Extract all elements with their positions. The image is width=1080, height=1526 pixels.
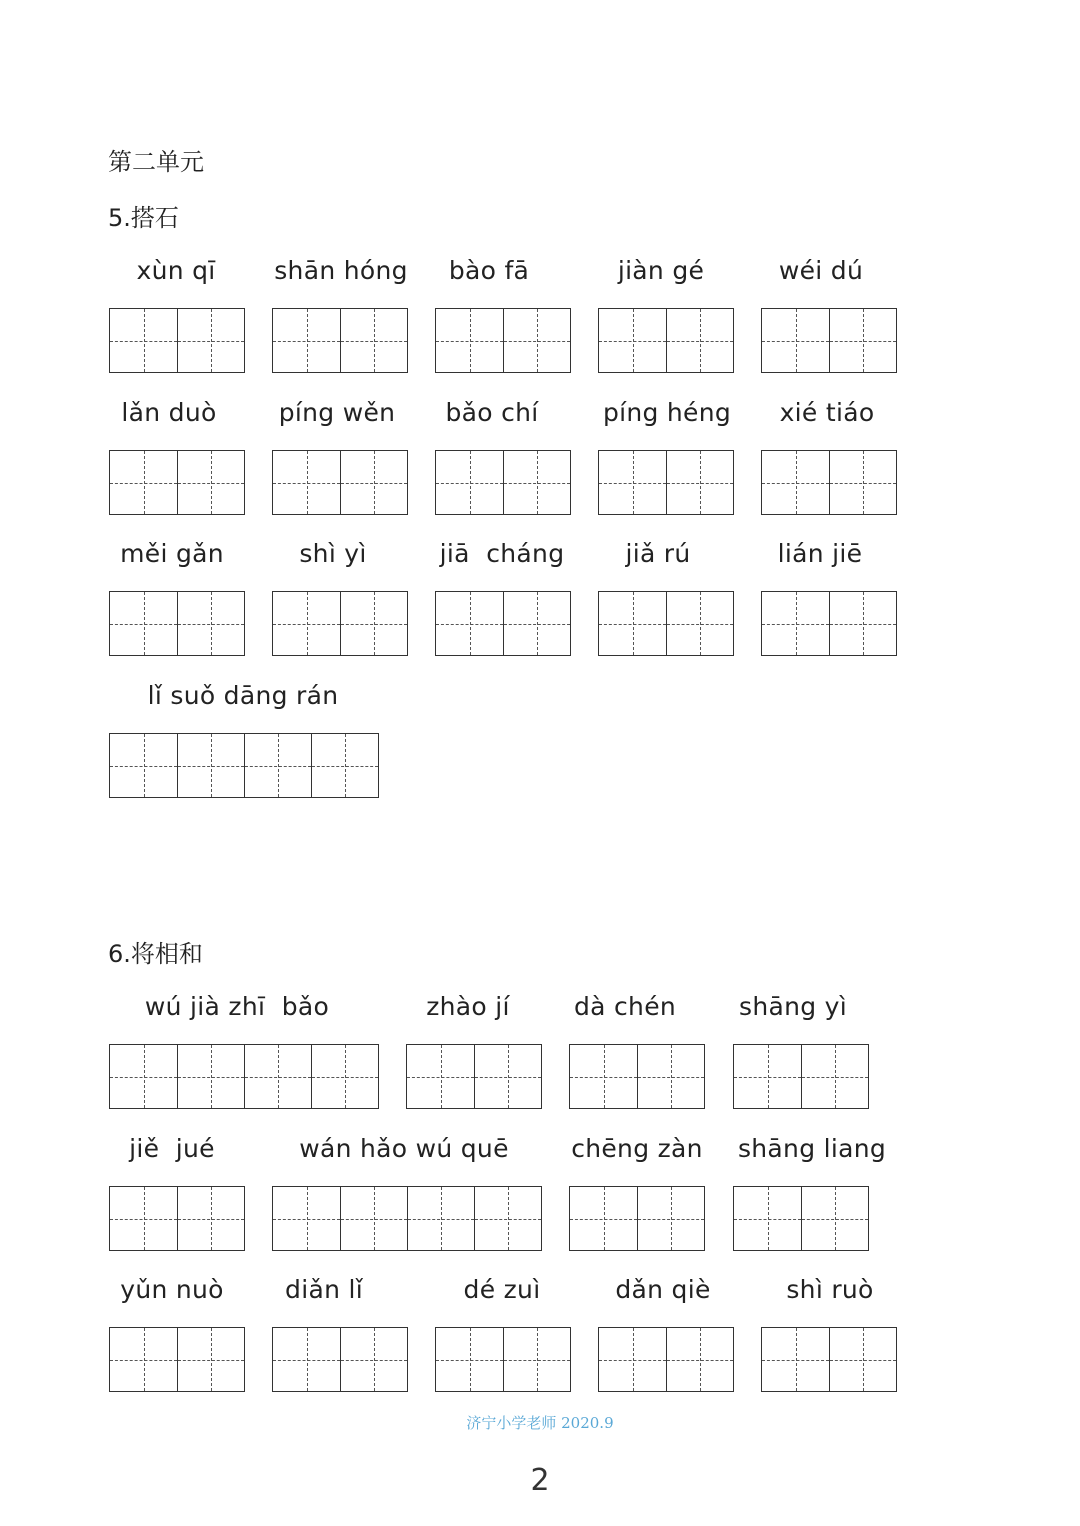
tianzige-boxes[interactable]	[598, 450, 734, 515]
tianzige-boxes[interactable]	[761, 1327, 897, 1392]
tianzige-boxes[interactable]	[272, 1186, 542, 1251]
tianzige-boxes[interactable]	[109, 1327, 245, 1392]
pinyin-label: shāng liang	[737, 1134, 887, 1163]
tianzige-boxes[interactable]	[272, 308, 408, 373]
pinyin-label: wán hǎo wú quē	[299, 1134, 509, 1163]
pinyin-label: píng héng	[602, 398, 732, 427]
pinyin-label: bǎo chí	[445, 398, 539, 427]
pinyin-label: lián jiē	[777, 539, 863, 568]
pinyin-label: wéi dú	[778, 256, 864, 285]
pinyin-label: shì yì	[299, 539, 367, 568]
tianzige-boxes[interactable]	[272, 1327, 408, 1392]
tianzige-boxes[interactable]	[569, 1186, 705, 1251]
pinyin-label: shì ruò	[786, 1275, 874, 1304]
tianzige-boxes[interactable]	[109, 591, 245, 656]
pinyin-label: bào fā	[448, 256, 530, 285]
lesson-title: 6.将相和	[108, 940, 203, 968]
pinyin-label: dé zuì	[463, 1275, 541, 1304]
tianzige-boxes[interactable]	[569, 1044, 705, 1109]
pinyin-label: xié tiáo	[779, 398, 875, 427]
unit-title: 第二单元	[108, 148, 204, 176]
pinyin-label: wú jià zhī bǎo	[144, 992, 330, 1021]
footer-note: 济宁小学老师 2020.9	[466, 1414, 614, 1432]
pinyin-label: chēng zàn	[571, 1134, 703, 1163]
tianzige-boxes[interactable]	[761, 308, 897, 373]
pinyin-label: jiǎ rú	[625, 539, 691, 568]
pinyin-label: jiàn gé	[617, 256, 705, 285]
pinyin-label: yǔn nuò	[120, 1275, 224, 1304]
tianzige-boxes[interactable]	[435, 1327, 571, 1392]
tianzige-boxes[interactable]	[109, 1044, 379, 1109]
pinyin-label: dǎn qiè	[615, 1275, 711, 1304]
pinyin-label: měi gǎn	[120, 539, 224, 568]
tianzige-boxes[interactable]	[733, 1044, 869, 1109]
pinyin-label: lǐ suǒ dāng rán	[147, 681, 339, 710]
pinyin-label: píng wěn	[278, 398, 396, 427]
tianzige-boxes[interactable]	[761, 591, 897, 656]
tianzige-boxes[interactable]	[598, 591, 734, 656]
page-number: 2	[530, 1463, 550, 1498]
tianzige-boxes[interactable]	[761, 450, 897, 515]
pinyin-label: jiā cháng	[439, 539, 565, 568]
tianzige-boxes[interactable]	[435, 450, 571, 515]
tianzige-boxes[interactable]	[272, 591, 408, 656]
pinyin-label: xùn qī	[136, 256, 216, 285]
pinyin-label: zhào jí	[426, 992, 510, 1021]
pinyin-label: jiě jué	[129, 1134, 215, 1163]
tianzige-boxes[interactable]	[272, 450, 408, 515]
lesson-title: 5.搭石	[108, 204, 179, 232]
tianzige-boxes[interactable]	[733, 1186, 869, 1251]
tianzige-boxes[interactable]	[109, 308, 245, 373]
pinyin-label: shāng yì	[739, 992, 847, 1021]
pinyin-label: diǎn lǐ	[285, 1275, 363, 1304]
tianzige-boxes[interactable]	[406, 1044, 542, 1109]
pinyin-label: dà chén	[573, 992, 677, 1021]
tianzige-boxes[interactable]	[109, 450, 245, 515]
pinyin-label: shān hóng	[274, 256, 408, 285]
tianzige-boxes[interactable]	[598, 308, 734, 373]
tianzige-boxes[interactable]	[109, 733, 379, 798]
tianzige-boxes[interactable]	[435, 308, 571, 373]
pinyin-label: lǎn duò	[121, 398, 217, 427]
tianzige-boxes[interactable]	[109, 1186, 245, 1251]
tianzige-boxes[interactable]	[598, 1327, 734, 1392]
tianzige-boxes[interactable]	[435, 591, 571, 656]
